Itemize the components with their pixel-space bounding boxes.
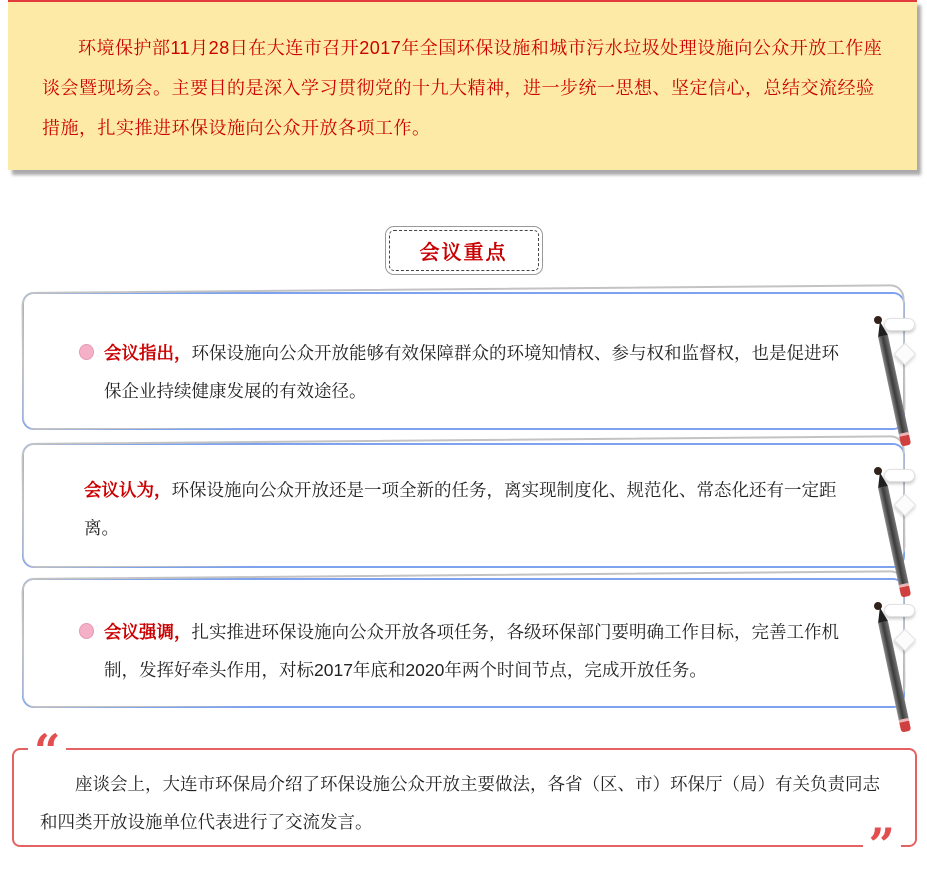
quote-box [12,724,917,872]
section-title-badge [385,226,543,275]
diamond-icon [894,629,917,652]
intro-highlight-box [8,0,917,170]
point-text [24,445,903,547]
section-title-wrap [0,226,927,275]
section-title: 会议重点 [389,230,539,271]
point-text [24,294,903,410]
open-quote-icon: “ [28,736,66,762]
point-lead: 会议认为， [84,480,172,500]
intro-text: 环境保护部11月28日在大连市召开2017年全国环保设施和城市污水垃圾处理设施向公众开放工作座谈会暨现场会。主要目的是深入学习贯彻党的十九大精神，进一步统一思想、坚定信心，总结交流经验措施，扎实推进环保设施向公众开放各项工作。 [42,38,883,138]
point-lead: 会议强调， [104,622,192,642]
point-text [24,580,903,689]
point-card-considered [22,443,905,568]
point-body: 环保设施向公众开放还是一项全新的任务，离实现制度化、规范化、常态化还有一定距离。 [84,480,837,538]
clip-icon [884,604,915,617]
point-card-emphasized [22,578,905,708]
point-body: 环保设施向公众开放能够有效保障群众的环境知情权、参与权和监督权，也是促进环保企业持续健康发展的有效途径。 [104,343,839,401]
diamond-icon [894,494,917,517]
point-body: 扎实推进环保设施向公众开放各项任务，各级环保部门要明确工作目标，完善工作机制，发挥好牵头作用，对标2017年底和2020年两个时间节点，完成开放任务。 [104,622,839,680]
clip-icon [884,318,915,331]
pencil-decoration [871,465,921,600]
point-card-indicated [22,292,905,430]
pencil-decoration [871,600,921,735]
point-lead: 会议指出， [104,343,192,363]
close-quote-icon: ” [863,823,901,849]
quote-text: 座谈会上，大连市环保局介绍了环保设施公众开放主要做法，各省（区、市）环保厅（局）有关负责同志和四类开放设施单位代表进行了交流发言。 [40,774,880,832]
pencil-decoration [871,314,921,449]
clip-icon [884,469,915,482]
diamond-icon [894,343,917,366]
